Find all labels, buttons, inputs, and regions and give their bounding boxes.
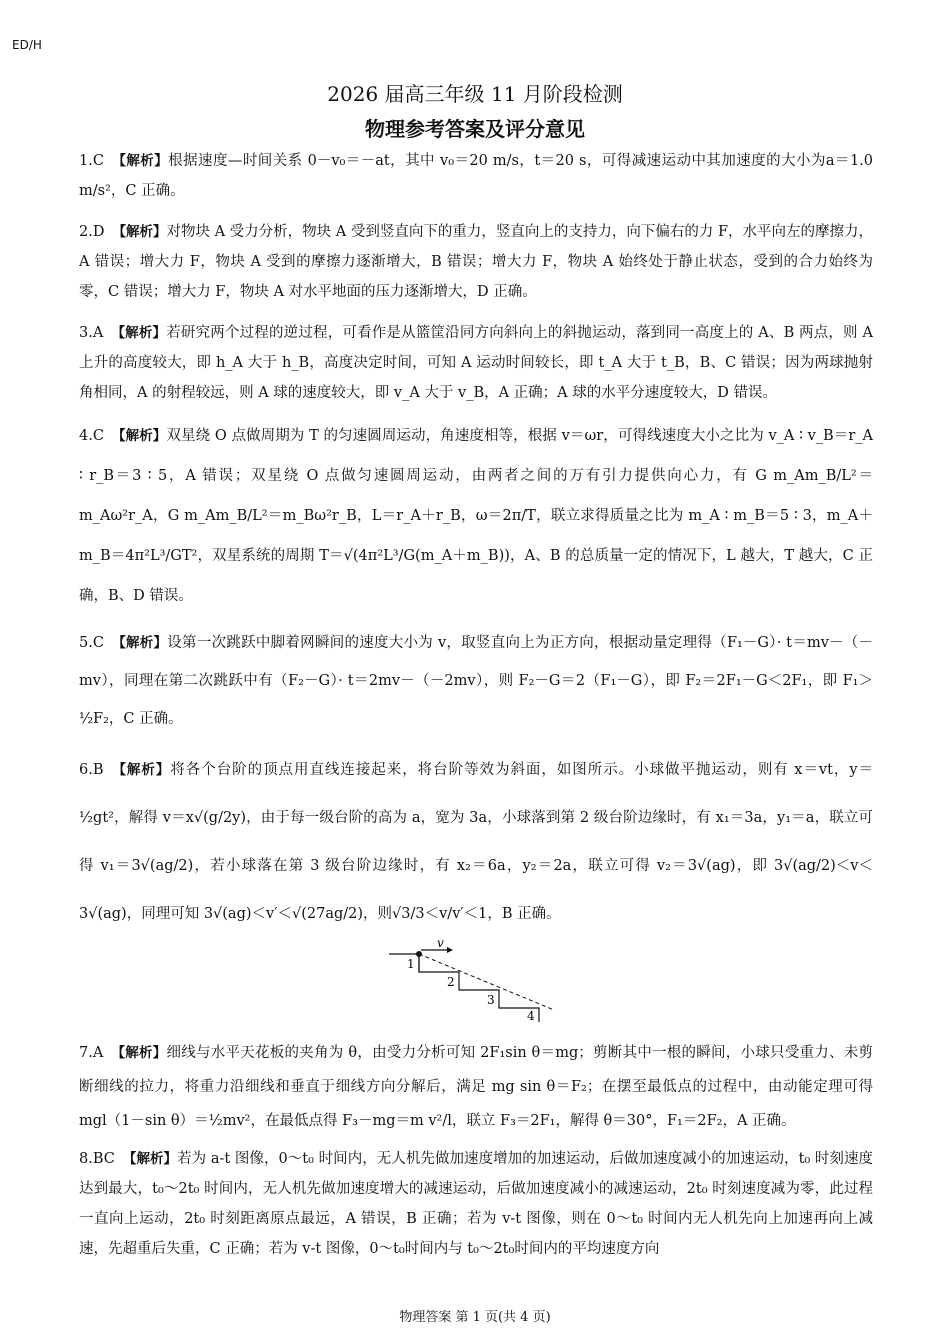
question-number: 2.D — [79, 224, 105, 240]
question-number: 1.C — [79, 153, 104, 169]
question-8 — [79, 1144, 873, 1264]
corner-mark: ED/H — [12, 38, 42, 52]
question-text: 对物块 A 受力分析，物块 A 受到竖直向下的重力，竖直向上的支持力，向下偏右的力 F，水平向左的摩擦力，A 错误；增大力 F，物块 A 受到的摩擦力逐渐增大，B 错误；增大力 F，物块 A 始终处于静止状态，受到的合力始终为零，C 错误；增大力 F，物块 A 对水平地面的压力逐渐增大，D 正确。 — [79, 224, 874, 300]
staircase-figure — [79, 938, 873, 1028]
question-number: 6.B — [79, 762, 104, 778]
analysis-tag: 【解析】 — [111, 428, 167, 444]
question-1 — [79, 146, 873, 206]
question-number: 8.BC — [79, 1151, 115, 1167]
velocity-label: v — [437, 938, 444, 950]
question-text: 设第一次跳跃中脚着网瞬间的速度大小为 v，取竖直向上为正方向，根据动量定理得（F₁－G）· t＝mv－（－mv），同理在第二次跳跃中有（F₂－G）· t＝2mv－（－2mv），则 F₂－G＝2（F₁－G），即 F₂＝2F₁－G＜2F₁，即 F₁＞½F₂，C 正确。 — [79, 635, 874, 727]
question-text: 若研究两个过程的逆过程，可看作是从篮筐沿同方向斜向上的斜抛运动，落到同一高度上的 A、B 两点，则 A 上升的高度较大，即 h_A 大于 h_B，高度决定时间，可知 A 运动时间较长，即 t_A 大于 t_B，B、C 错误；因为两球抛射角相同，A 的射程较远，则 A 球的速度较大，即 v_A 大于 v_B，A 正确；A 球的水平分速度较大，D 错误。 — [79, 325, 874, 401]
answer-content — [79, 146, 873, 1264]
question-text: 细线与水平天花板的夹角为 θ，由受力分析可知 2F₁sin θ＝mg；剪断其中一根的瞬间，小球只受重力、未剪断细线的拉力，将重力沿细线和垂直于细线方向分解后，满足 mg sin θ＝F₂；在摆至最低点的过程中，由动能定理可得 mgl（1－sin θ）＝½mv²，在最低点得 F₃－mg＝m v²/l，联立 F₃＝2F₁，解得 θ＝30°，F₁＝2F₂，A 正确。 — [79, 1045, 873, 1129]
question-number: 4.C — [79, 428, 104, 444]
analysis-tag: 【解析】 — [122, 1151, 178, 1167]
analysis-tag: 【解析】 — [112, 224, 167, 240]
step-label-3: 3 — [487, 993, 495, 1007]
question-2 — [79, 217, 873, 307]
question-text: 若为 a-t 图像，0～t₀ 时间内，无人机先做加速度增加的加速运动，后做加速度减小的加速运动，t₀ 时刻速度达到最大，t₀～2t₀ 时间内，无人机先做加速度增大的减速运动，后做加速度减小的减速运动，2t₀ 时刻速度减为零，此过程一直向上运动，2t₀ 时刻距离原点最远，A 错误，B 正确；若为 v-t 图像，则在 0～t₀ 时间内无人机先向上加速再向上减速，先超重后失重，C 正确；若为 v-t 图像，0～t₀时间内与 t₀～2t₀时间内的平均速度方向 — [79, 1151, 874, 1257]
question-number: 5.C — [79, 635, 104, 651]
question-number: 7.A — [79, 1045, 104, 1061]
page-title: 2026 届高三年级 11 月阶段检测 — [327, 82, 623, 106]
question-text: 将各个台阶的顶点用直线连接起来，将台阶等效为斜面，如图所示。小球做平抛运动，则有 x＝vt，y＝½gt²，解得 v＝x√(g/2y)，由于每一级台阶的高为 a，宽为 3a，小球落到第 2 级台阶边缘时，有 x₁＝3a，y₁＝a，联立可得 v₁＝3√(ag/2)，若小球落在第 3 级台阶边缘时，有 x₂＝6a，y₂＝2a，联立可得 v₂＝3√(ag)，即 3√(ag/2)＜v＜3√(ag)，同理可知 3√(ag)＜v′＜√(27ag/2)，则√3/3＜v/v′＜1，B 正确。 — [79, 762, 874, 922]
analysis-tag: 【解析】 — [111, 635, 168, 651]
analysis-tag: 【解析】 — [111, 325, 167, 341]
step-label-4: 4 — [527, 1009, 535, 1022]
page-footer: 物理答案 第 1 页(共 4 页) — [399, 1310, 551, 1325]
question-6 — [79, 746, 873, 938]
step-label-1: 1 — [407, 957, 415, 971]
step-label-2: 2 — [447, 975, 455, 989]
ball-icon — [416, 951, 422, 957]
analysis-tag: 【解析】 — [111, 1045, 167, 1061]
question-number: 3.A — [79, 325, 104, 341]
question-text: 双星绕 O 点做周期为 T 的匀速圆周运动，角速度相等，根据 v＝ωr，可得线速度大小之比为 v_A ∶ v_B＝r_A ∶ r_B＝3 ∶ 5，A 错误；双星绕 O 点做匀速圆周运动，由两者之间的万有引力提供向心力，有 G m_Am_B/L²＝m_Aω²r_A，G m_Am_B/L²＝m_Bω²r_B，L＝r_A＋r_B，ω＝2π/T，联立求得质量之比为 m_A ∶ m_B＝5 ∶ 3，m_A＋m_B＝4π²L³/GT²，双星系统的周期 T＝√(4π²L³/G(m_A＋m_B))，A、B 的总质量一定的情况下，L 越大，T 越大，C 正确，B、D 错误。 — [79, 428, 874, 604]
staircase-diagram — [379, 938, 579, 1022]
question-4 — [79, 416, 873, 616]
analysis-tag: 【解析】 — [111, 153, 169, 169]
page-subtitle: 物理参考答案及评分意见 — [365, 117, 585, 141]
question-3 — [79, 318, 873, 408]
question-7 — [79, 1036, 873, 1138]
analysis-tag: 【解析】 — [111, 762, 171, 778]
question-5 — [79, 624, 873, 738]
question-text: 根据速度—时间关系 0－v₀＝－at，其中 v₀＝20 m/s，t＝20 s，可得减速运动中其加速度的大小为a＝1.0 m/s²，C 正确。 — [79, 153, 874, 199]
